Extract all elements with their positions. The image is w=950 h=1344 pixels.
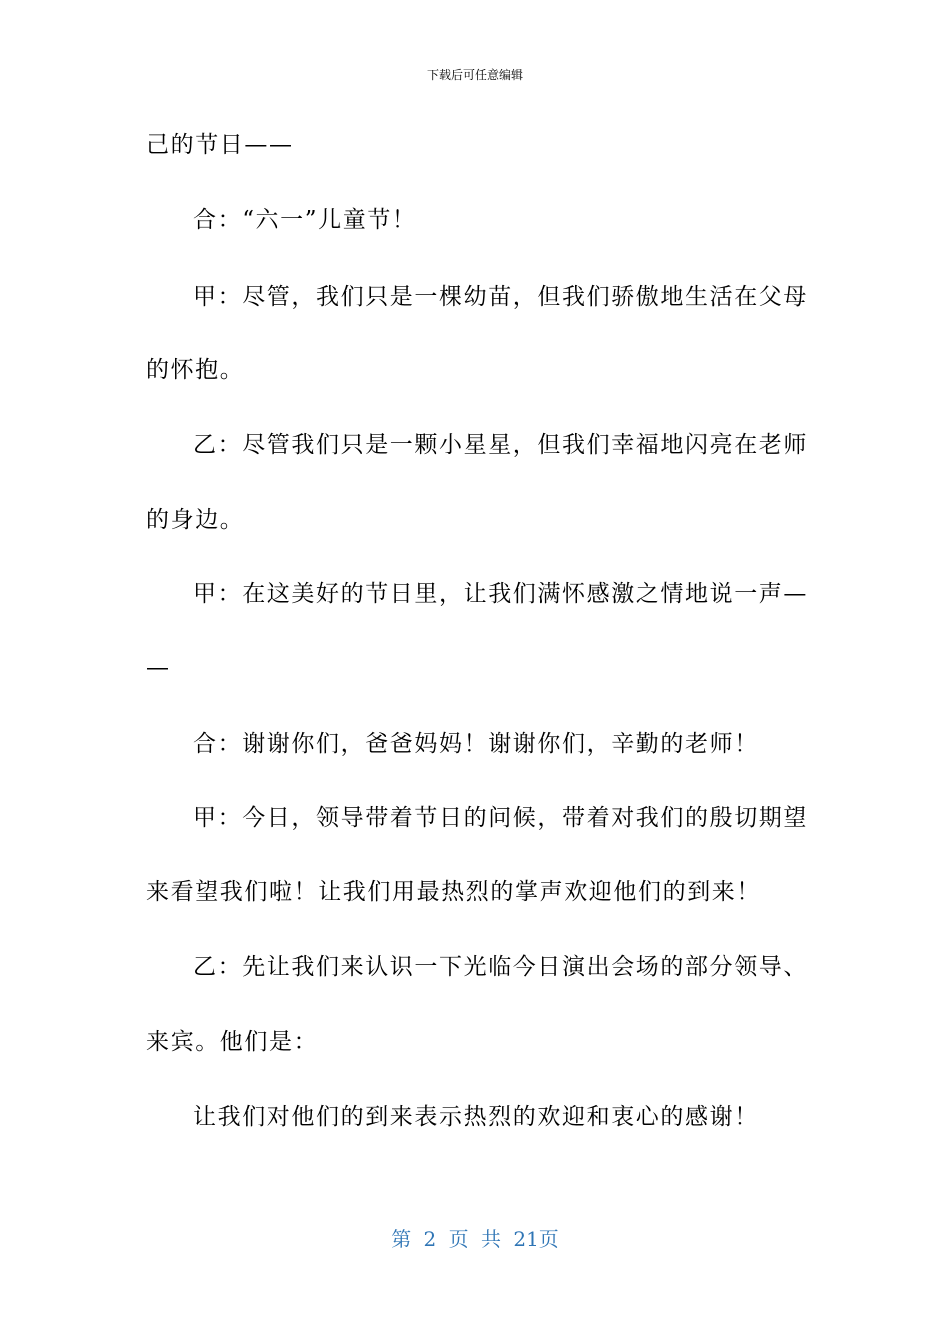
text-line: 来宾。他们是：	[146, 1029, 319, 1055]
text-line: 乙：尽管我们只是一颗小星星，但我们幸福地闪亮在老师	[193, 432, 808, 458]
text-line: 己的节日——	[146, 132, 294, 158]
text-line: 合：谢谢你们，爸爸妈妈！谢谢你们，辛勤的老师！	[193, 731, 759, 757]
text-line: 让我们对他们的到来表示热烈的欢迎和衷心的感谢！	[193, 1104, 759, 1130]
page-number: 第 2 页 共 21页	[391, 1227, 559, 1251]
text-line: 甲：在这美好的节日里，让我们满怀感激之情地说一声—	[193, 581, 808, 607]
text-line: 的身边。	[146, 507, 245, 533]
text-line: —	[146, 655, 171, 681]
page-header: 下载后可任意编辑	[426, 68, 523, 82]
text-line: 甲：今日，领导带着节日的问候，带着对我们的殷切期望	[193, 805, 808, 831]
text-line: 合：“六一”儿童节！	[193, 207, 417, 233]
text-line: 来看望我们啦！让我们用最热烈的掌声欢迎他们的到来！	[146, 879, 761, 905]
text-line: 甲：尽管，我们只是一棵幼苗，但我们骄傲地生活在父母	[193, 284, 808, 310]
text-line: 的怀抱。	[146, 357, 245, 383]
text-line: 乙：先让我们来认识一下光临今日演出会场的部分领导、	[193, 954, 808, 980]
